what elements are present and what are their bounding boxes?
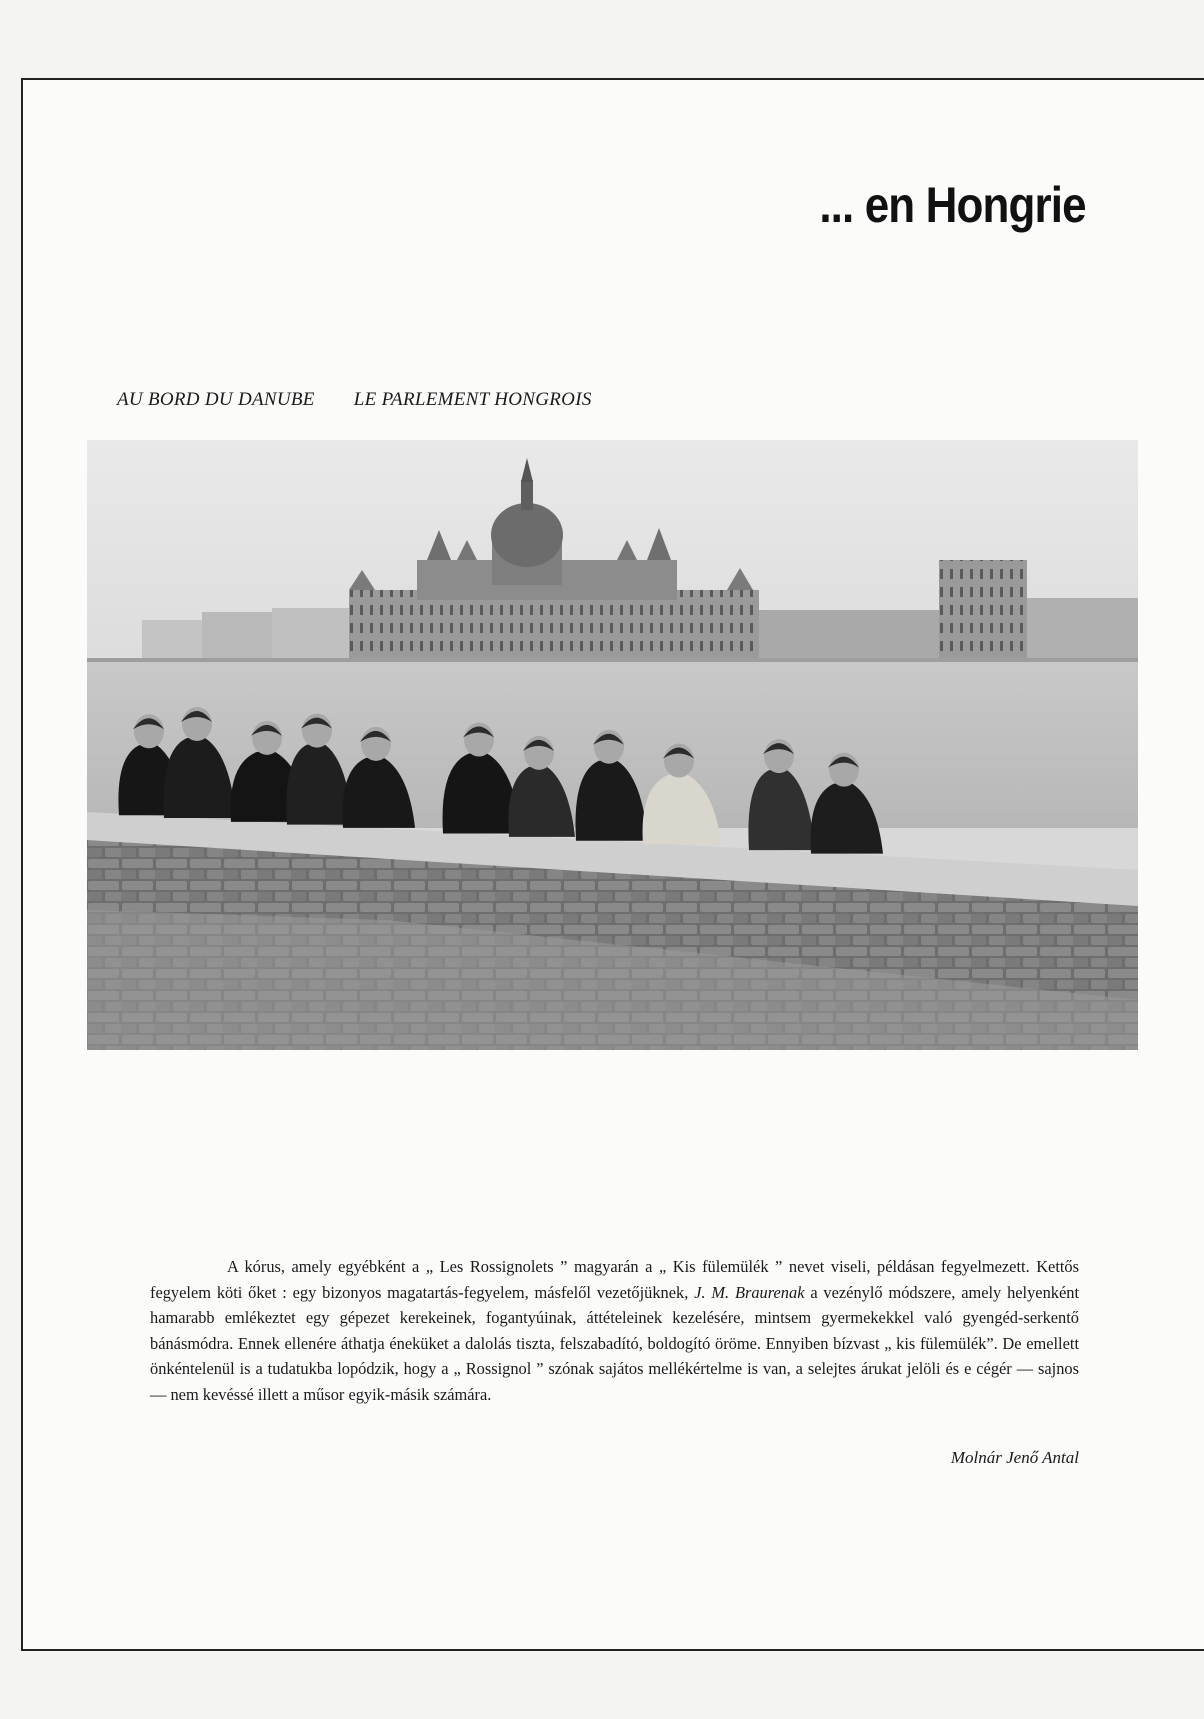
photo-illustration (87, 440, 1138, 1050)
article-text-before: A kórus, amely egyébként a „ Les Rossignolets ” magyarán a „ Kis fülemülék ” nevet viseli, példásan fegyelmezett. Kettős fegyelem köti őket : egy bizonyos magatartás-fegyelem, másfelől vezetőjüknek, (150, 1257, 1079, 1302)
article-body (150, 1254, 1079, 1408)
photo-choir-danube (87, 440, 1138, 1050)
headline: ... en Hongrie (819, 177, 1086, 233)
caption-danube: AU BORD DU DANUBE (117, 389, 315, 410)
author-signature: Molnár Jenő Antal (950, 1448, 1079, 1467)
article-text-after: a vezénylő módszere, amely helyenként hamarabb emlékeztet egy gépezet kerekeinek, fogantyúinak, áttételeinek kezelésére, mintsem gyermekekkel való gyengéd-serkentő bánásmódra. Ennek ellenére áthatja éneküket a dalolás tiszta, felszabadító, boldogító öröme. Ennyiben bízvast „ kis fülemülék”. De emellett önkéntelenül is a tudatukba lopódzik, hogy a „ Rossignol ” szónak sajátos mellékértelme is van, a selejtes árukat jelöli és e cégér — sajnos — nem kevéssé illett a műsor egyik-másik számára. (150, 1282, 1079, 1404)
conductor-name: J. M. Braurenak (694, 1282, 805, 1302)
caption-parliament: LE PARLEMENT HONGROIS (353, 389, 592, 410)
photo-captions (117, 389, 592, 411)
